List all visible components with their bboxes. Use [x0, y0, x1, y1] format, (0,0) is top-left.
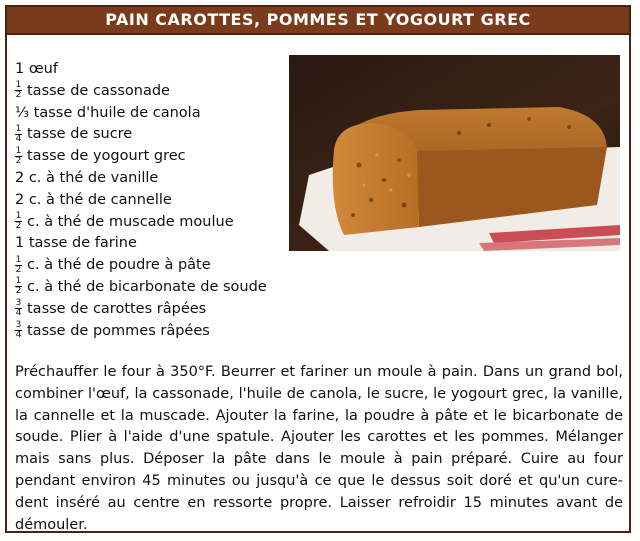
ingredient-item [15, 146, 267, 168]
fraction: $\frac{1}{2}$ [15, 211, 22, 232]
fraction: $\frac{1}{2}$ [15, 254, 22, 275]
ingredient-item [15, 81, 267, 103]
fraction: $\frac{1}{2}$ [15, 145, 22, 166]
ingredient-item [15, 212, 267, 234]
ingredient-text: ⅓ tasse d'huile de canola [15, 104, 201, 121]
fraction: $\frac{1}{4}$ [15, 123, 22, 144]
ingredient-item [15, 233, 267, 255]
ingredient-item [15, 299, 267, 321]
ingredient-text: 1 tasse de farine [15, 235, 137, 252]
ingredient-item [15, 103, 267, 125]
fraction: $\frac{3}{4}$ [15, 298, 22, 319]
ingredient-text: tasse de pommes râpées [27, 322, 210, 339]
ingredient-text: c. à thé de bicarbonate de soude [27, 278, 267, 295]
ingredient-text: c. à thé de muscade moulue [27, 213, 234, 230]
ingredient-item [15, 190, 267, 212]
ingredient-item [15, 168, 267, 190]
ingredient-text: c. à thé de poudre à pâte [27, 257, 211, 274]
ingredient-item [15, 59, 267, 81]
fraction: $\frac{1}{2}$ [15, 80, 22, 101]
ingredient-item [15, 321, 267, 343]
ingredient-item [15, 277, 267, 299]
ingredient-text: tasse de cassonade [27, 82, 170, 99]
ingredient-text: tasse de yogourt grec [27, 148, 186, 165]
ingredient-text: tasse de sucre [27, 126, 133, 143]
ingredient-text: 2 c. à thé de cannelle [15, 191, 172, 208]
ingredient-text: 1 œuf [15, 61, 58, 77]
recipe-instructions: Préchauffer le four à 350°F. Beurrer et fariner un moule à pain. Dans un grand bol, combiner l'œuf, la cassonade, l'huile de canola, le sucre, le yogourt grec, la vanille, la cannelle et la muscade. Ajouter la farine, la poudre à pâte et le bicarbonate de soude. Plier à l'aide d'une spatule. Ajouter les carottes et les pommes. Mélanger mais sans plus. Déposer la pâte dans le moule à pain préparé. Cuire au four pendant environ 45 minutes ou jusqu'à ce que le dessus soit doré et qu'un cure-dent inséré au centre en ressorte propre. Laisser refroidir 15 minutes avant de démouler. [15, 364, 623, 533]
recipe-title: PAIN CAROTTES, POMMES ET YOGOURT GREC [7, 7, 629, 35]
ingredient-text: tasse de carottes râpées [27, 300, 207, 317]
ingredient-item [15, 255, 267, 277]
fraction: $\frac{3}{4}$ [15, 320, 22, 341]
recipe-card [5, 5, 631, 533]
ingredient-list [15, 59, 267, 342]
fraction: $\frac{1}{2}$ [15, 276, 22, 297]
carrot-bread-photo [289, 55, 620, 251]
ingredient-item [15, 124, 267, 146]
ingredient-text: 2 c. à thé de vanille [15, 169, 159, 186]
